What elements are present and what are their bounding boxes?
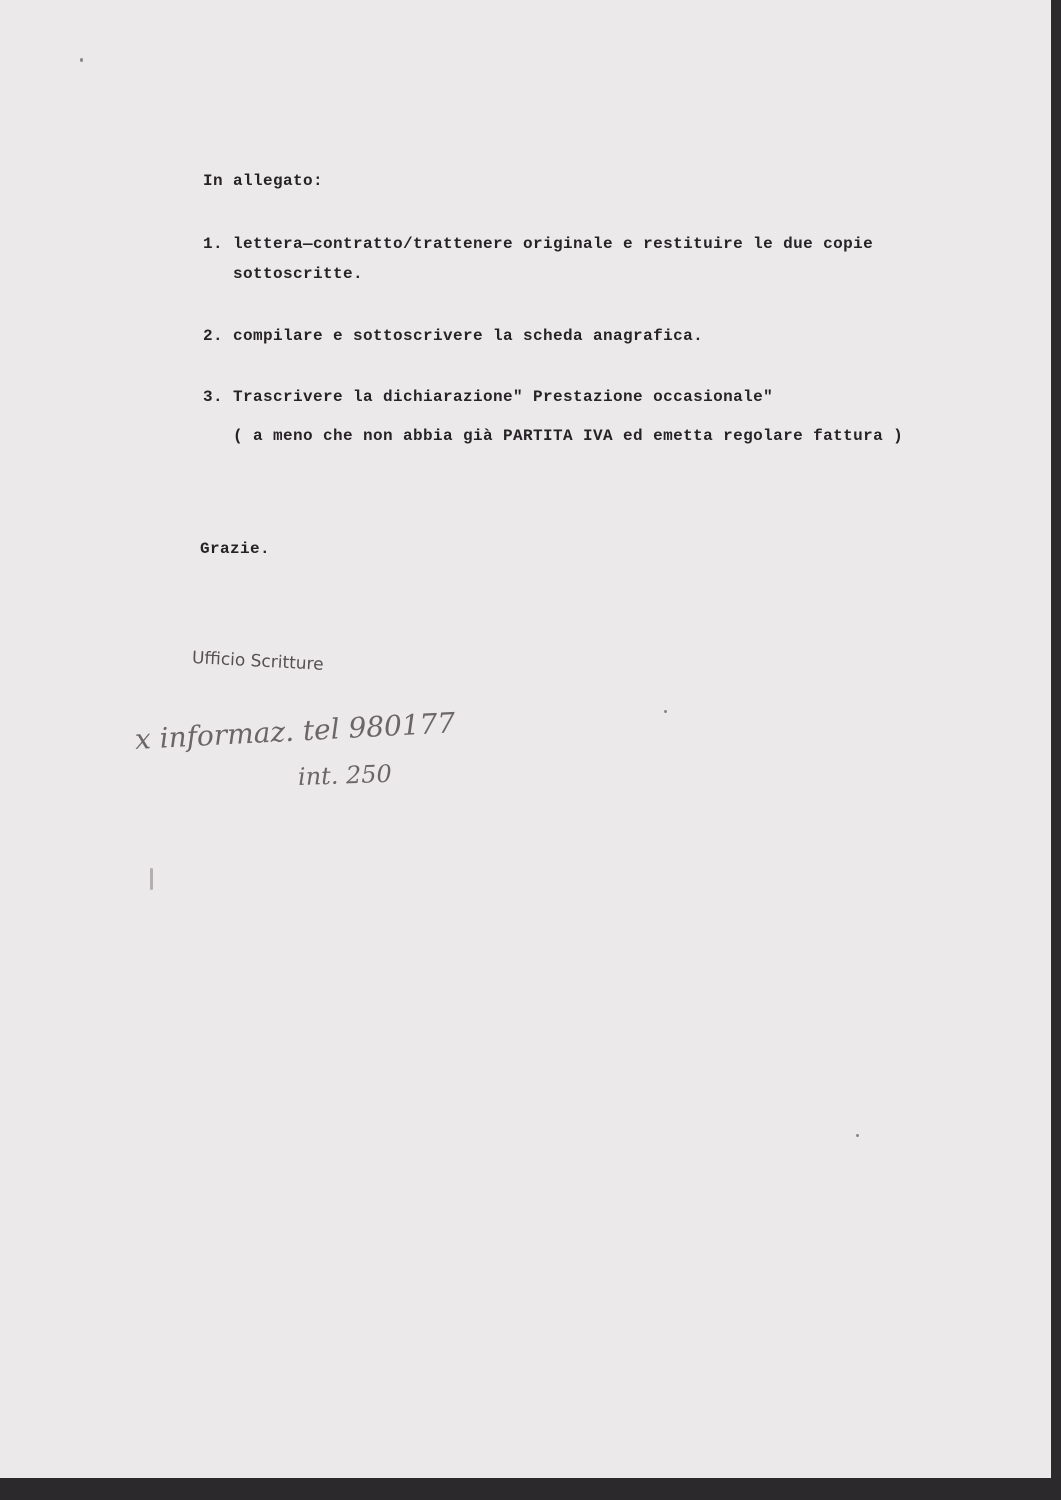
- paper-speck: [150, 868, 153, 890]
- office-stamp: Ufficio Scritture: [191, 648, 325, 675]
- item-2-line-1: compilare e sottoscrivere la scheda anagrafica.: [233, 327, 704, 345]
- item-1-number: 1.: [203, 235, 224, 253]
- item-3-number: 3.: [203, 388, 224, 406]
- item-1-line-2: sottoscritte.: [233, 265, 364, 283]
- item-3-line-2: ( a meno che non abbia già PARTITA IVA ed emetta regolare fattura ): [233, 427, 904, 445]
- paper-speck: [856, 1134, 859, 1137]
- paper-speck: [80, 58, 83, 62]
- heading: In allegato:: [203, 172, 324, 190]
- scan-edge-bottom: [0, 1478, 1061, 1500]
- handwritten-note-line-1: x informaz. tel 980177: [134, 706, 457, 756]
- paper-speck: [664, 710, 667, 713]
- handwritten-note-line-2: int. 250: [297, 759, 393, 791]
- item-3-line-1: Trascrivere la dichiarazione" Prestazione occasionale": [233, 388, 774, 406]
- item-2-number: 2.: [203, 327, 224, 345]
- item-1-line-1: lettera—contratto/trattenere originale e restituire le due copie: [233, 235, 874, 253]
- closing-text: Grazie.: [200, 540, 271, 558]
- scan-edge-right: [1051, 0, 1061, 1500]
